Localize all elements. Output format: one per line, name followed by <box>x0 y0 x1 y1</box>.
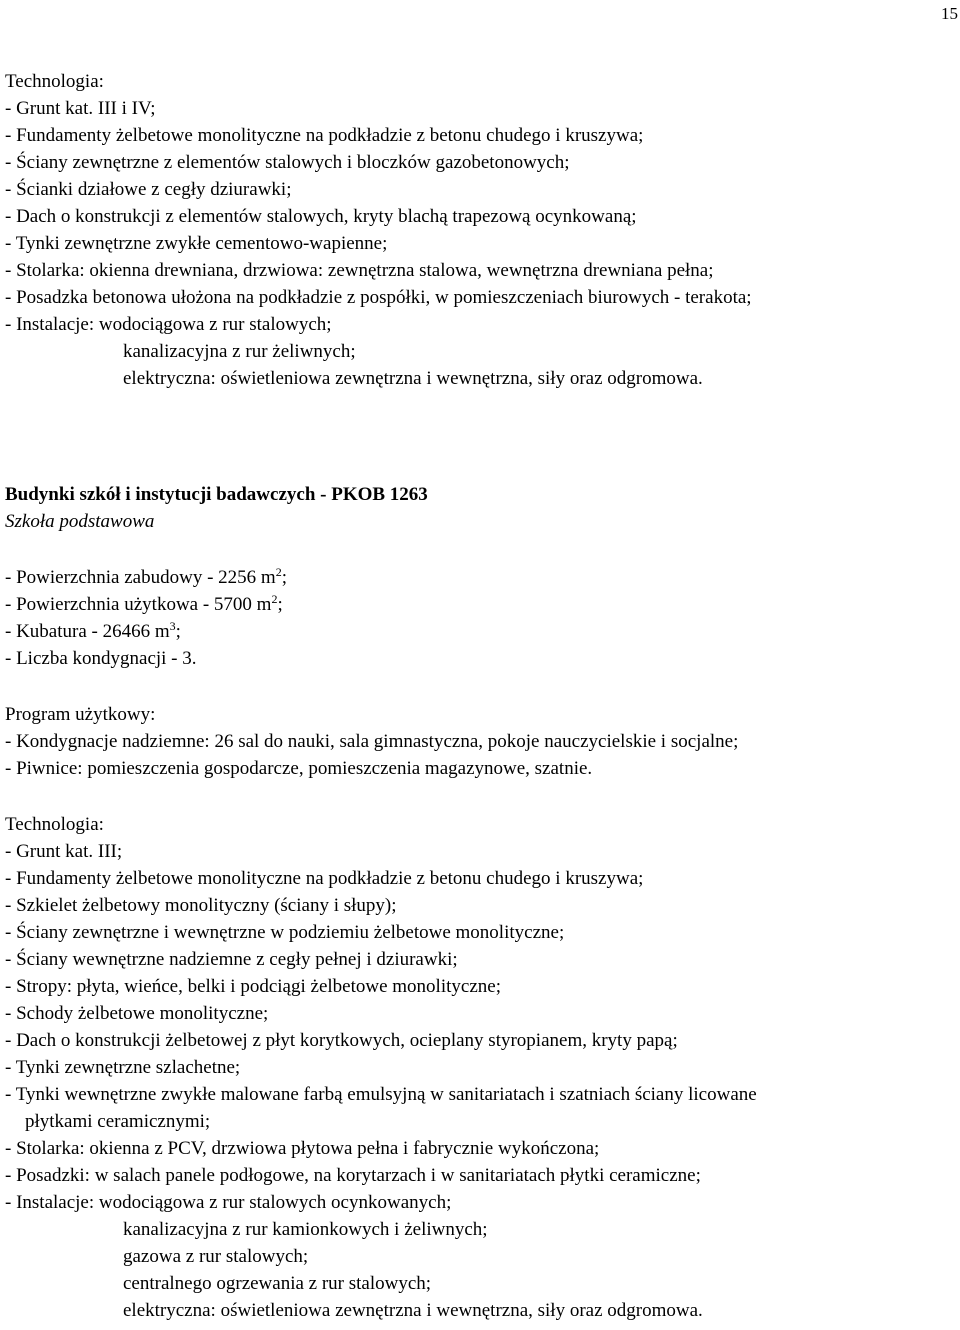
building-subtitle: Szkoła podstawowa <box>5 511 155 532</box>
list-item: - Stolarka: okienna drewniana, drzwiowa: zewnętrzna stalowa, wewnętrzna drewniana pełna; <box>5 260 714 281</box>
section1-heading: Technologia: <box>5 71 104 92</box>
list-item: - Stropy: płyta, wieńce, belki i podciągi żelbetowe monolityczne; <box>5 976 501 997</box>
stat-line <box>5 620 181 643</box>
list-subitem: elektryczna: oświetleniowa zewnętrzna i wewnętrzna, siły oraz odgromowa. <box>123 368 703 389</box>
program-heading: Program użytkowy: <box>5 704 156 725</box>
list-item: - Ściany zewnętrzne z elementów stalowych i bloczków gazobetonowych; <box>5 152 570 173</box>
stat-tail: ; <box>277 594 283 615</box>
list-item: - Schody żelbetowe monolityczne; <box>5 1003 269 1024</box>
list-item: - Piwnice: pomieszczenia gospodarcze, pomieszczenia magazynowe, szatnie. <box>5 758 593 779</box>
list-item: - Dach o konstrukcji żelbetowej z płyt korytkowych, ocieplany styropianem, kryty papą; <box>5 1030 678 1051</box>
list-item-continuation: płytkami ceramicznymi; <box>25 1111 211 1132</box>
document-page <box>5 0 960 1330</box>
list-item: - Posadzki: w salach panele podłogowe, na korytarzach i w sanitariatach płytki ceramiczne; <box>5 1165 701 1186</box>
list-item: - Fundamenty żelbetowe monolityczne na podkładzie z betonu chudego i kruszywa; <box>5 868 644 889</box>
list-item: - Instalacje: wodociągowa z rur stalowych ocynkowanych; <box>5 1192 452 1213</box>
list-item: - Grunt kat. III; <box>5 841 123 862</box>
list-item: - Stolarka: okienna z PCV, drzwiowa płytowa pełna i fabrycznie wykończona; <box>5 1138 600 1159</box>
list-subitem: kanalizacyjna z rur żeliwnych; <box>123 341 356 362</box>
list-item: - Posadzka betonowa ułożona na podkładzie z pospółki, w pomieszczeniach biurowych - terakota; <box>5 287 752 308</box>
list-item: - Grunt kat. III i IV; <box>5 98 156 119</box>
building-title: Budynki szkół i instytucji badawczych - PKOB 1263 <box>5 484 428 505</box>
section2-heading: Technologia: <box>5 814 104 835</box>
list-subitem: gazowa z rur stalowych; <box>123 1246 309 1267</box>
list-item: - Ścianki działowe z cegły dziurawki; <box>5 179 292 200</box>
stat-label: - Kubatura - 26466 m <box>5 621 170 642</box>
list-item: - Tynki wewnętrzne zwykłe malowane farbą emulsyjną w sanitariatach i szatniach ściany licowane <box>5 1084 757 1105</box>
list-item: - Dach o konstrukcji z elementów stalowych, kryty blachą trapezową ocynkowaną; <box>5 206 637 227</box>
list-item: - Instalacje: wodociągowa z rur stalowych; <box>5 314 332 335</box>
stat-label: - Liczba kondygnacji - 3. <box>5 648 197 669</box>
stat-superscript: 3 <box>169 619 176 633</box>
list-item: - Tynki zewnętrzne zwykłe cementowo-wapienne; <box>5 233 388 254</box>
list-item: - Fundamenty żelbetowe monolityczne na podkładzie z betonu chudego i kruszywa; <box>5 125 644 146</box>
list-item: - Ściany zewnętrzne i wewnętrzne w podziemiu żelbetowe monolityczne; <box>5 922 565 943</box>
stat-line <box>5 647 197 670</box>
list-subitem: centralnego ogrzewania z rur stalowych; <box>123 1273 432 1294</box>
stat-label: - Powierzchnia zabudowy - 2256 m <box>5 567 276 588</box>
stat-line <box>5 593 283 616</box>
stat-line <box>5 566 287 589</box>
list-item: - Kondygnacje nadziemne: 26 sal do nauki, sala gimnastyczna, pokoje nauczycielskie i socjalne; <box>5 731 739 752</box>
list-item: - Tynki zewnętrzne szlachetne; <box>5 1057 241 1078</box>
page-number: 15 <box>941 4 958 23</box>
list-subitem: elektryczna: oświetleniowa zewnętrzna i wewnętrzna, siły oraz odgromowa. <box>123 1300 703 1321</box>
stat-label: - Powierzchnia użytkowa - 5700 m <box>5 594 272 615</box>
stat-tail: ; <box>281 567 287 588</box>
list-subitem: kanalizacyjna z rur kamionkowych i żeliwnych; <box>123 1219 488 1240</box>
list-item: - Szkielet żelbetowy monolityczny (ściany i słupy); <box>5 895 397 916</box>
stat-superscript: 2 <box>271 592 278 606</box>
stat-superscript: 2 <box>275 565 282 579</box>
list-item: - Ściany wewnętrzne nadziemne z cegły pełnej i dziurawki; <box>5 949 458 970</box>
stat-tail: ; <box>175 621 181 642</box>
